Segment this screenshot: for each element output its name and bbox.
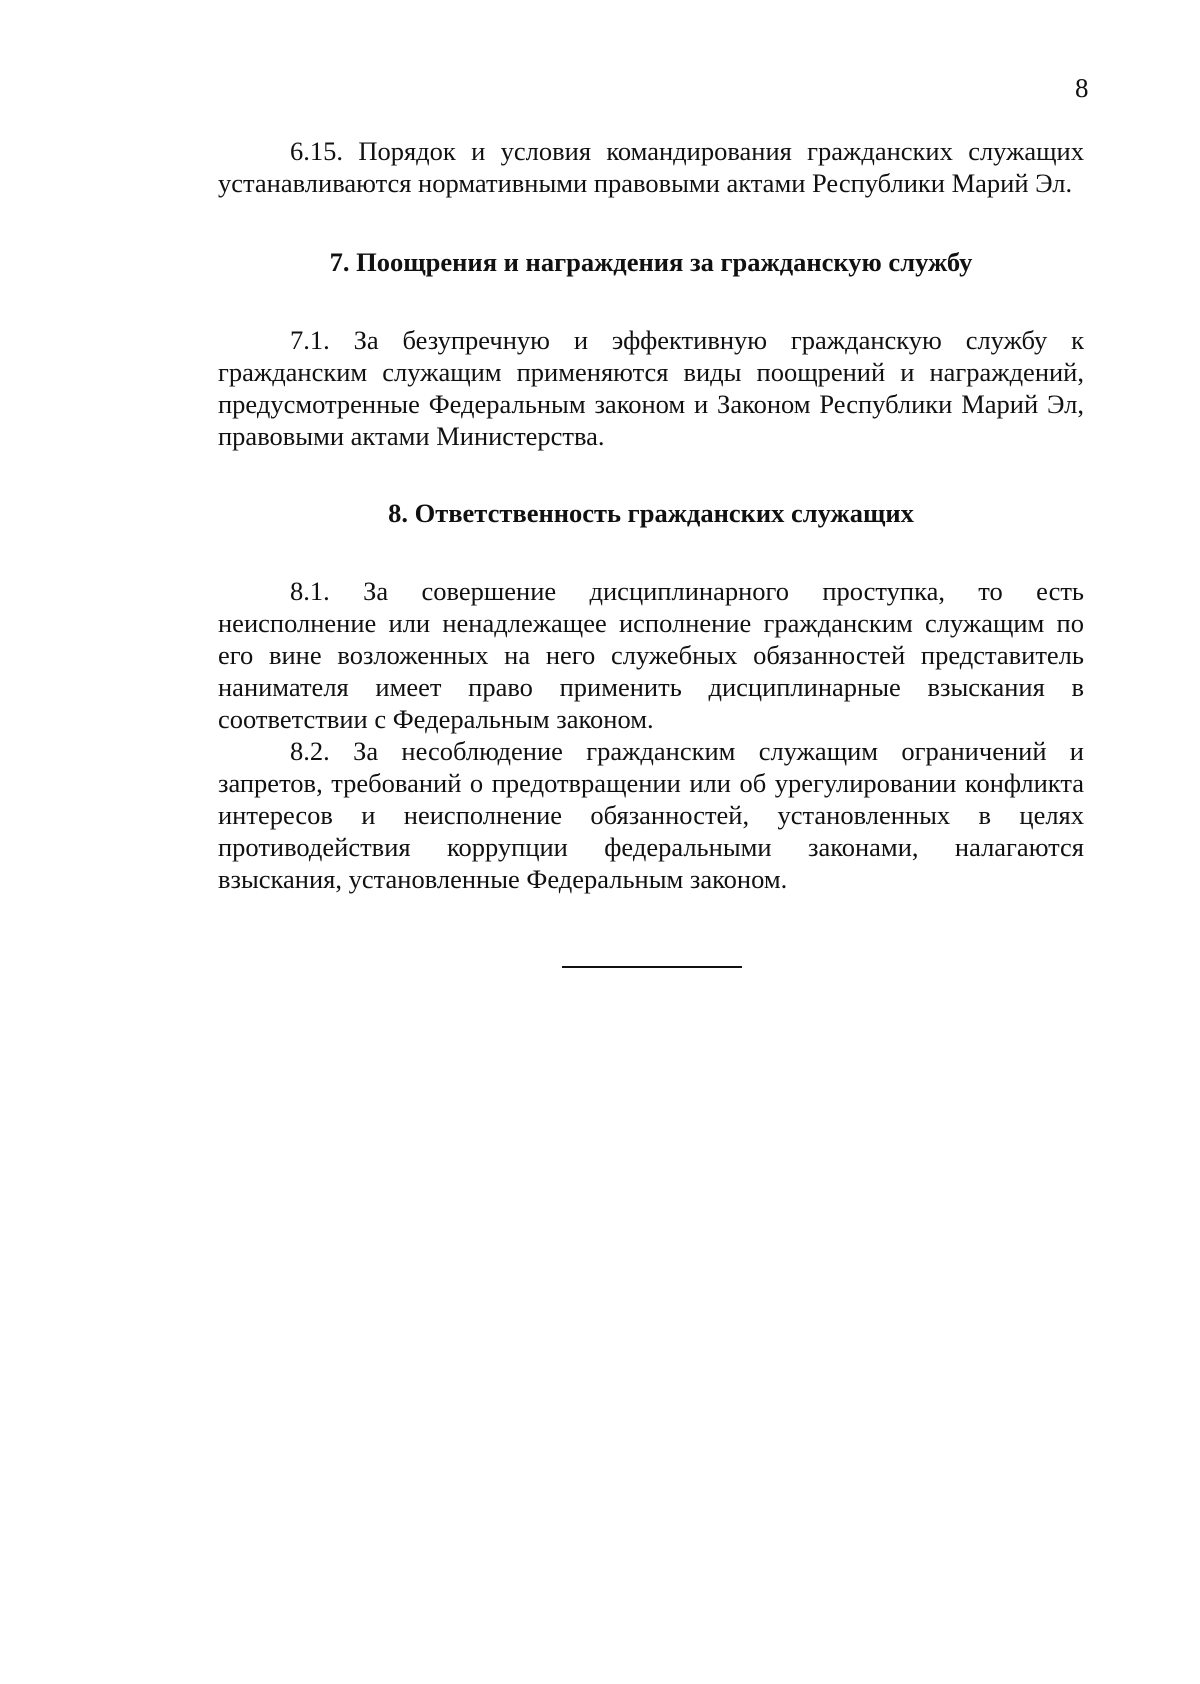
section-7-heading: 7. Поощрения и награждения за гражданскую службу	[329, 247, 973, 277]
paragraph-8-2: 8.2. За несоблюдение гражданским служащим ограничений и запретов, требований о предотвращении или об урегулировании конфликта интересов и неисполнение обязанностей, установленных в целях противодействия коррупции федеральными законами, налагаются взыскания, установленные Федеральным законом.	[218, 736, 1084, 894]
closing-divider	[562, 966, 742, 968]
paragraph-8-1: 8.1. За совершение дисциплинарного проступка, то есть неисполнение или ненадлежащее исполнение гражданским служащим по его вине возложенных на него служебных обязанностей представитель нанимателя имеет право применить дисциплинарные взыскания в соответствии с Федеральным законом.	[218, 576, 1084, 734]
paragraph-7-1: 7.1. За безупречную и эффективную гражданскую службу к гражданским служащим применяются виды поощрений и награждений, предусмотренные Федеральным законом и Законом Республики Марий Эл, правовыми актами Министерства.	[218, 325, 1084, 451]
page-number: 8	[1075, 73, 1089, 103]
document-body	[218, 135, 1084, 895]
section-8-heading: 8. Ответственность гражданских служащих	[388, 498, 914, 528]
paragraph-6-15: 6.15. Порядок и условия командирования гражданских служащих устанавливаются нормативными правовыми актами Республики Марий Эл.	[218, 136, 1084, 198]
